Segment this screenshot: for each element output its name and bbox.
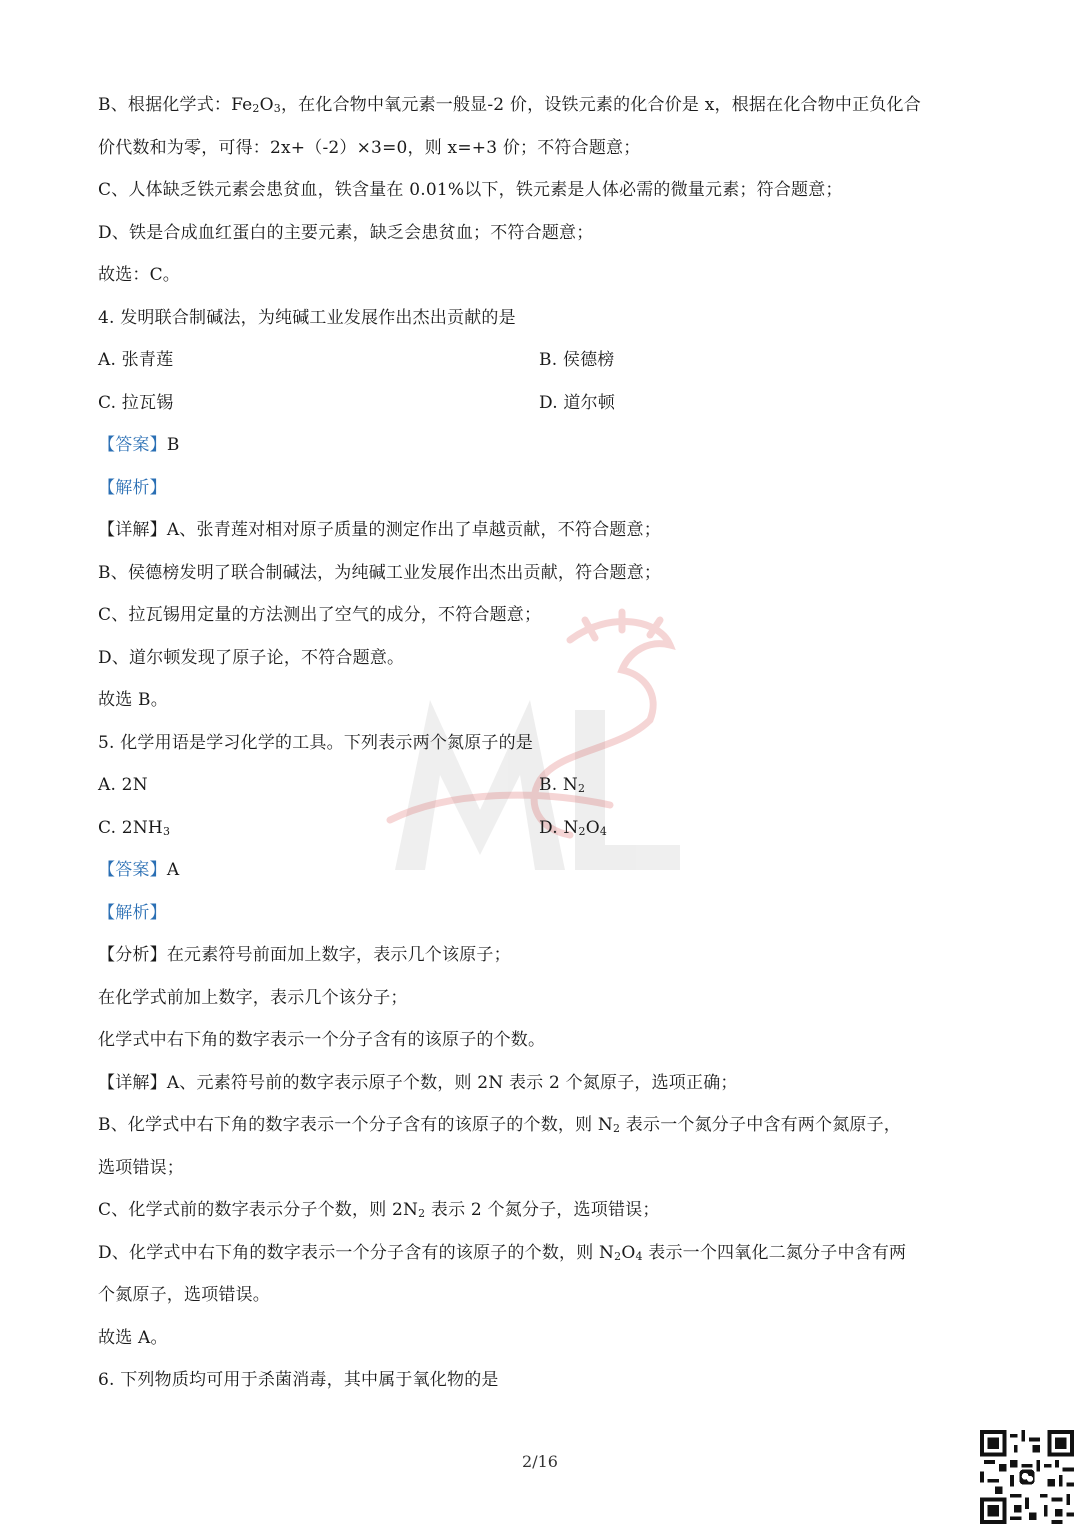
text-line: 故选：C。: [98, 265, 181, 285]
analysis-tag: 【解析】: [98, 477, 167, 498]
option-b: B. 侯德榜: [539, 350, 615, 370]
detail-line: 【详解】A、张青莲对相对原子质量的测定作出了卓越贡献，不符合题意；: [98, 520, 661, 540]
text-line: 化学式中右下角的数字表示一个分子含有的该原子的个数。: [98, 1030, 546, 1050]
page-number: 2/16: [522, 1452, 558, 1471]
option-c: C. $2NH_3$: [98, 817, 171, 838]
text-line: C、化学式前的数字表示分子个数，则 $2N_2$ 表示 2 个氮分子，选项错误；: [98, 1200, 660, 1220]
qr-code-icon: [980, 1430, 1074, 1524]
analysis-tag: 【解析】: [98, 902, 167, 923]
text-line: D、化学式中右下角的数字表示一个分子含有的该原子的个数，则 $N_2O_4$ 表示一个四氧化二氮分子中含有两: [98, 1242, 907, 1263]
text-line: B、化学式中右下角的数字表示一个分子含有的该原子的个数，则 $N_2$ 表示一个氮分子中含有两个氮原子，: [98, 1115, 901, 1135]
answer-line: 【答案】A: [98, 860, 180, 880]
option-d: D. 道尔顿: [539, 392, 616, 413]
option-d: D. $N_2O_4$: [539, 817, 608, 838]
text-line: 故选 B。: [98, 690, 168, 710]
question-6: 6. 下列物质均可用于杀菌消毒，其中属于氧化物的是: [98, 1370, 499, 1390]
option-row: [98, 382, 998, 425]
text-line: C、拉瓦锡用定量的方法测出了空气的成分，不符合题意；: [98, 605, 542, 625]
option-b: B. $N_2$: [539, 775, 586, 795]
answer-tag: 【答案】: [98, 860, 167, 880]
answer-line: 【答案】B: [98, 435, 180, 455]
text-line: B、根据化学式：$Fe_2O_3$，在化合物中氧元素一般显-2 价，设铁元素的化合价是 x，根据在化合物中正负化合: [98, 95, 921, 115]
option-row: [98, 339, 998, 382]
document-body: [98, 84, 998, 1402]
text-line: 价代数和为零，可得：2x+（-2）×3=0，则 x=+3 价；不符合题意；: [98, 137, 641, 158]
question-5: 5. 化学用语是学习化学的工具。下列表示两个氮原子的是: [98, 732, 534, 753]
text-line: 故选 A。: [98, 1327, 168, 1348]
detail-line: 【详解】A、元素符号前的数字表示原子个数，则 2N 表示 2 个氮原子，选项正确；: [98, 1072, 738, 1093]
text-line: D、铁是合成血红蛋白的主要元素，缺乏会患贫血；不符合题意；: [98, 222, 594, 243]
detail-tag: 【详解】: [98, 520, 167, 540]
option-c: C. 拉瓦锡: [98, 392, 174, 413]
question-4: 4. 发明联合制碱法，为纯碱工业发展作出杰出贡献的是: [98, 307, 516, 328]
answer-tag: 【答案】: [98, 435, 167, 455]
fenxi-tag: 【分析】: [98, 945, 167, 965]
text-line: 个氮原子，选项错误。: [98, 1285, 270, 1305]
text-line: C、人体缺乏铁元素会患贫血，铁含量在 0.01%以下，铁元素是人体必需的微量元素；符合题意；: [98, 180, 843, 200]
text-line: 在化学式前加上数字，表示几个该分子；: [98, 987, 408, 1008]
fenxi-line: 【分析】在元素符号前面加上数字，表示几个该原子；: [98, 945, 511, 965]
option-a: A. 2N: [98, 775, 148, 795]
text-line: 选项错误；: [98, 1157, 184, 1178]
detail-tag: 【详解】: [98, 1072, 167, 1093]
option-a: A. 张青莲: [98, 350, 174, 370]
text-line: D、道尔顿发现了原子论，不符合题意。: [98, 647, 405, 668]
option-row: [98, 764, 998, 807]
text-line: B、侯德榜发明了联合制碱法，为纯碱工业发展作出杰出贡献，符合题意；: [98, 562, 662, 583]
option-row: [98, 807, 998, 850]
